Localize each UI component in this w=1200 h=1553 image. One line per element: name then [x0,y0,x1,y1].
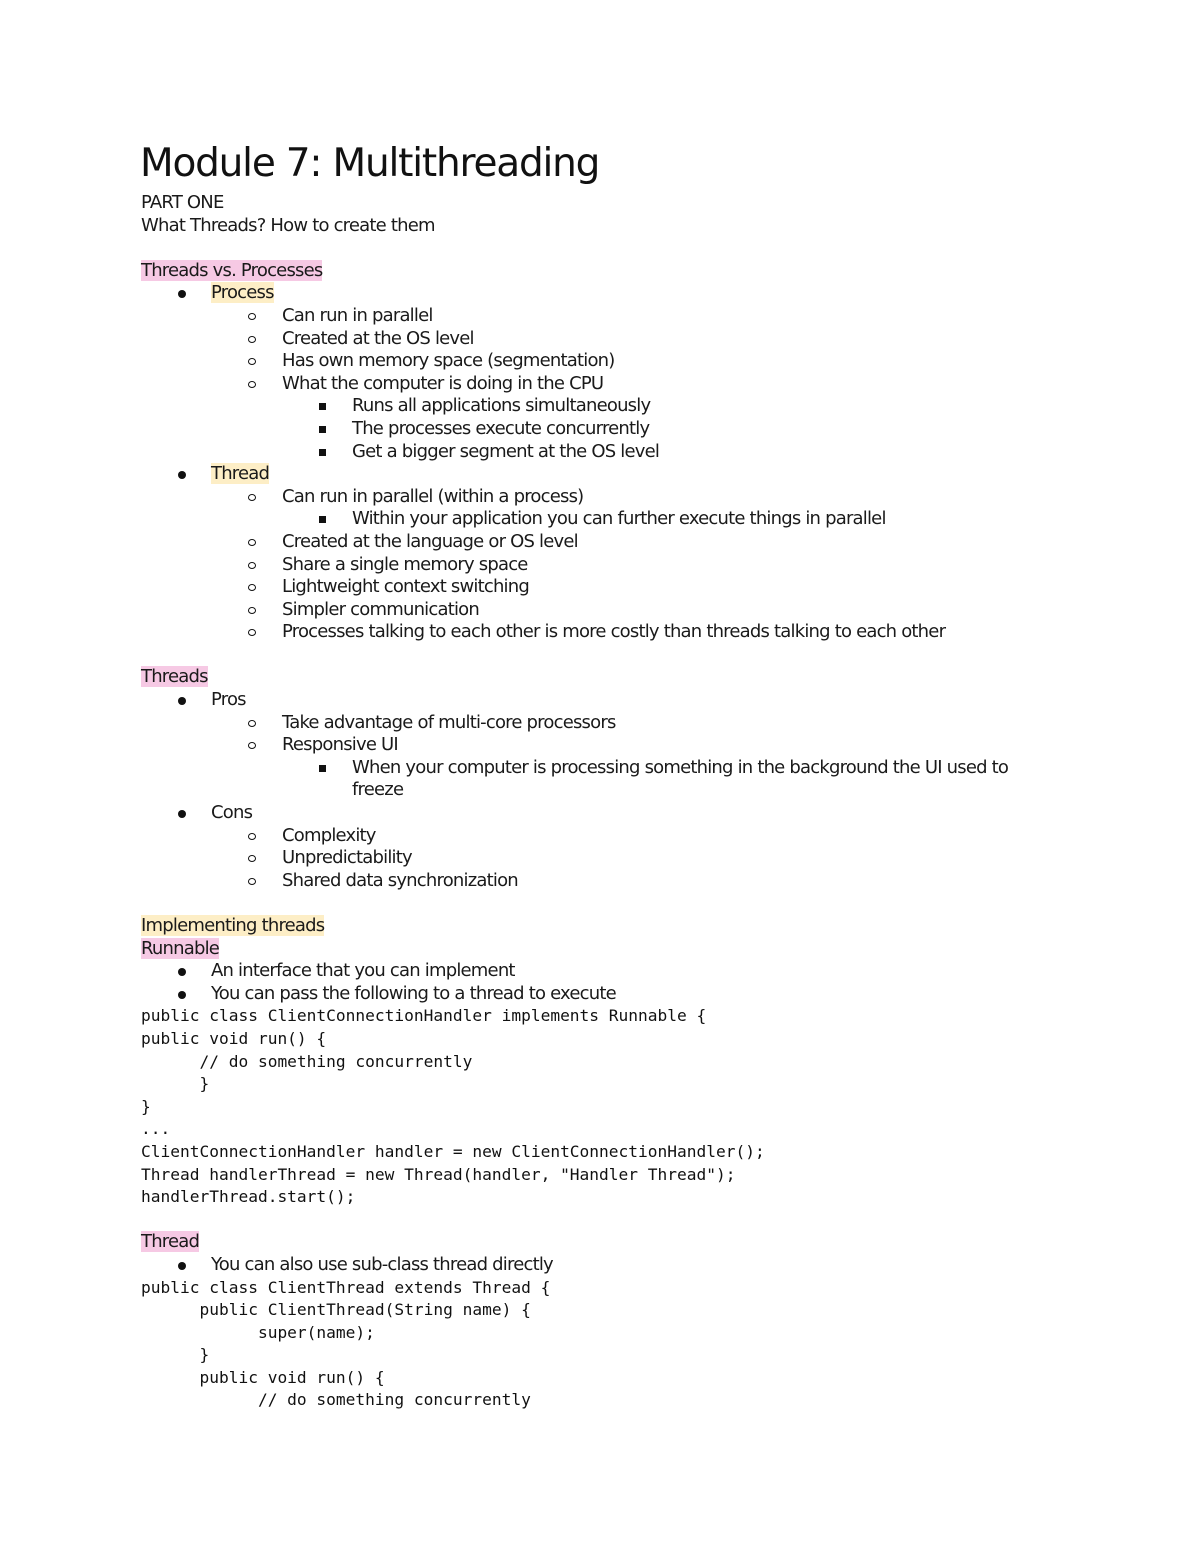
code-line: public void run() { [141,1367,385,1387]
list-item [141,282,1121,305]
circle-bullet-icon [248,607,256,614]
list-item: Shared data synchronization [141,870,1121,893]
circle-bullet-icon [248,629,256,636]
list-item: Simpler communication [141,599,1121,622]
circle-bullet-icon [248,381,256,388]
list-item: Can run in parallel [141,305,1121,328]
circle-bullet-icon [248,313,256,320]
square-bullet-icon [319,403,326,410]
list-item: Take advantage of multi-core processors [141,712,1121,735]
circle-bullet-icon [248,562,256,569]
cons-label: Cons [211,802,253,824]
list-item: You can also use sub-class thread directly [141,1254,1121,1277]
list-item [141,463,1121,486]
list-item: Within your application you can further execute things in parallel [141,508,1121,531]
pros-label: Pros [211,689,246,711]
list-item: You can pass the following to a thread to execute [141,983,1121,1006]
circle-bullet-icon [248,855,256,862]
code-line: // do something concurrently [141,1051,473,1071]
part-label: PART ONE [141,192,224,213]
list-item: Has own memory space (segmentation) [141,350,1121,373]
list-item: Share a single memory space [141,554,1121,577]
circle-bullet-icon [248,336,256,343]
section-heading-threads-vs-processes: Threads vs. Processes [141,259,323,281]
bullet-icon [178,968,186,976]
list-item: Can run in parallel (within a process) [141,486,1121,509]
square-bullet-icon [319,765,326,772]
list-item: Runs all applications simultaneously [141,395,1121,418]
document-page [141,140,1121,1412]
bullet-icon [178,1262,186,1270]
section-heading-thread: Thread [141,1231,200,1253]
square-bullet-icon [319,426,326,433]
circle-bullet-icon [248,584,256,591]
code-line: ClientConnectionHandler handler = new ClientConnectionHandler(); [141,1141,765,1161]
code-line: public void run() { [141,1028,327,1048]
list-item: The processes execute concurrently [141,418,1121,441]
list-item [141,689,1121,712]
code-line: public class ClientConnectionHandler implements Runnable { [141,1006,707,1026]
circle-bullet-icon [248,742,256,749]
thread-label: Thread [211,463,270,485]
list-item: What the computer is doing in the CPU [141,373,1121,396]
code-line: } [141,1096,151,1116]
code-line: } [141,1345,210,1365]
bullet-icon [178,290,186,298]
code-line: Thread handlerThread = new Thread(handler, "Handler Thread"); [141,1164,736,1184]
list-item: Lightweight context switching [141,576,1121,599]
section-heading-threads: Threads [141,666,208,688]
circle-bullet-icon [248,833,256,840]
list-item: Unpredictability [141,847,1121,870]
code-line: handlerThread.start(); [141,1187,356,1207]
list-item: Complexity [141,825,1121,848]
bullet-icon [178,991,186,999]
code-line: } [141,1074,210,1094]
page-title: Module 7: Multithreading [140,141,600,186]
code-line: public class ClientThread extends Thread { [141,1277,551,1297]
list-item-continuation: freeze [352,779,404,801]
list-item: Responsive UI [141,734,1121,757]
circle-bullet-icon [248,720,256,727]
bullet-icon [178,697,186,705]
square-bullet-icon [319,516,326,523]
circle-bullet-icon [248,539,256,546]
code-line: super(name); [141,1322,375,1342]
code-line: public ClientThread(String name) { [141,1300,531,1320]
list-item: Created at the language or OS level [141,531,1121,554]
part-subtitle: What Threads? How to create them [141,214,435,236]
list-item: An interface that you can implement [141,960,1121,983]
code-line: // do something concurrently [141,1390,531,1410]
section-heading-implementing-threads: Implementing threads [141,915,325,936]
list-item: Created at the OS level [141,328,1121,351]
code-line: ... [141,1119,171,1139]
bullet-icon [178,810,186,818]
square-bullet-icon [319,449,326,456]
list-item: Get a bigger segment at the OS level [141,441,1121,464]
list-item [141,802,1121,825]
subheading-runnable: Runnable [141,937,220,959]
circle-bullet-icon [248,494,256,501]
bullet-icon [178,471,186,479]
list-item: Processes talking to each other is more costly than threads talking to each other [141,621,1121,644]
circle-bullet-icon [248,358,256,365]
circle-bullet-icon [248,878,256,885]
list-item: When your computer is processing something in the background the UI used to [141,757,1121,780]
process-label: Process [211,282,274,304]
